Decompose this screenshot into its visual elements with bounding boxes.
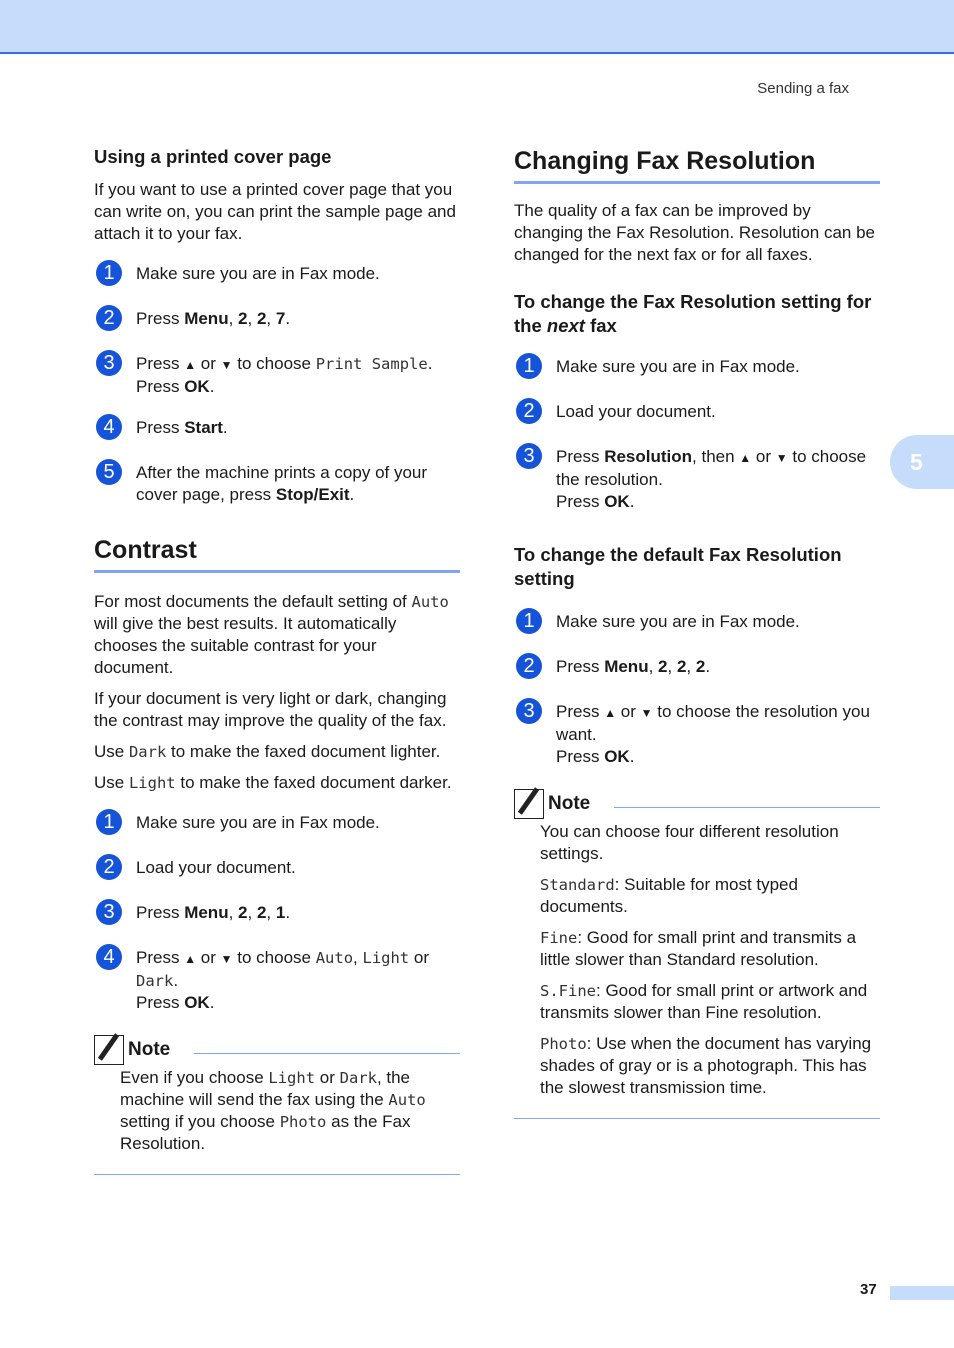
step-number-badge: 1 — [96, 260, 122, 286]
up-arrow-icon: ▲ — [604, 706, 617, 720]
next-fax-heading: To change the Fax Resolution setting for the next fax — [514, 291, 872, 336]
cover-page-heading: Using a printed cover page — [94, 146, 332, 167]
contrast-para-1: For most documents the default setting of Auto will give the best results. It automatically chooses the suitable contrast for your document. — [94, 592, 449, 677]
contrast-step-2: 2 Load your document. — [94, 857, 460, 883]
note-title: Note — [548, 793, 591, 814]
cover-step-5: 5 After the machine prints a copy of your cover page, press Stop/Exit. — [94, 462, 460, 506]
resolution-item-sfine: S.Fine: Good for small print or artwork and transmits slower than Fine resolution. — [540, 981, 868, 1022]
cover-step-1: 1 Make sure you are in Fax mode. — [94, 263, 460, 289]
page-number-bar — [890, 1286, 954, 1300]
step-number-badge: 3 — [96, 350, 122, 376]
note-title: Note — [128, 1039, 171, 1060]
step-number-badge: 1 — [516, 608, 542, 634]
step-number-badge: 2 — [516, 398, 542, 424]
note-divider — [614, 807, 880, 808]
right-column — [514, 145, 880, 1119]
step-number-badge: 2 — [96, 854, 122, 880]
top-banner — [0, 0, 954, 54]
cover-step-2: 2 Press Menu, 2, 2, 7. — [94, 308, 460, 334]
step-number-badge: 3 — [96, 899, 122, 925]
up-arrow-icon: ▲ — [739, 451, 752, 465]
note-pencil-icon — [94, 1035, 124, 1065]
step-number-badge: 5 — [96, 459, 122, 485]
default-step-2: 2 Press Menu, 2, 2, 2. — [514, 656, 880, 682]
default-resolution-heading: To change the default Fax Resolution setting — [514, 544, 842, 589]
contrast-heading: Contrast — [94, 534, 460, 573]
next-step-3: 3 Press Resolution, then ▲ or ▼ to choose the resolution. Press OK. — [514, 446, 880, 513]
next-step-1: 1 Make sure you are in Fax mode. — [514, 356, 880, 382]
step-number-badge: 1 — [516, 353, 542, 379]
down-arrow-icon: ▼ — [775, 451, 788, 465]
note-intro: You can choose four different resolution settings. — [540, 822, 839, 863]
up-arrow-icon: ▲ — [184, 358, 197, 372]
page-number: 37 — [860, 1281, 877, 1298]
step-number-badge: 3 — [516, 443, 542, 469]
cover-step-3: 3 Press ▲ or ▼ to choose Print Sample. Press OK. — [94, 353, 460, 398]
note-text: Even if you choose Light or Dark, the machine will send the fax using the Auto setting if you choose Photo as the Fax Resolution. — [120, 1068, 426, 1153]
contrast-para-3: Use Dark to make the faxed document lighter. — [94, 742, 441, 761]
contrast-para-4: Use Light to make the faxed document darker. — [94, 773, 452, 792]
chapter-tab: 5 — [890, 435, 954, 489]
step-number-badge: 2 — [96, 305, 122, 331]
resolution-note — [514, 787, 880, 1119]
contrast-note — [94, 1033, 460, 1175]
contrast-step-4: 4 Press ▲ or ▼ to choose Auto, Light or Dark. Press OK. — [94, 947, 460, 1014]
fax-resolution-heading: Changing Fax Resolution — [514, 145, 880, 184]
running-header: Sending a fax — [757, 80, 849, 97]
fax-resolution-intro: The quality of a fax can be improved by changing the Fax Resolution. Resolution can be changed for the next fax or for all faxes. — [514, 201, 876, 264]
contrast-step-3: 3 Press Menu, 2, 2, 1. — [94, 902, 460, 928]
resolution-item-photo: Photo: Use when the document has varying shades of gray or is a photograph. This has the slowest transmission time. — [540, 1034, 872, 1097]
default-step-3: 3 Press ▲ or ▼ to choose the resolution you want. Press OK. — [514, 701, 880, 768]
resolution-item-fine: Fine: Good for small print and transmits a little slower than Standard resolution. — [540, 928, 857, 969]
next-step-2: 2 Load your document. — [514, 401, 880, 427]
step-number-badge: 1 — [96, 809, 122, 835]
step-number-badge: 3 — [516, 698, 542, 724]
left-column — [94, 145, 460, 1175]
note-pencil-icon — [514, 789, 544, 819]
cover-page-intro: If you want to use a printed cover page that you can write on, you can print the sample page and attach it to your fax. — [94, 180, 456, 243]
down-arrow-icon: ▼ — [220, 358, 233, 372]
resolution-item-standard: Standard: Suitable for most typed documents. — [540, 875, 798, 916]
step-number-badge: 4 — [96, 944, 122, 970]
step-number-badge: 4 — [96, 414, 122, 440]
default-step-1: 1 Make sure you are in Fax mode. — [514, 611, 880, 637]
up-arrow-icon: ▲ — [184, 952, 197, 966]
note-divider — [194, 1053, 460, 1054]
down-arrow-icon: ▼ — [220, 952, 233, 966]
cover-step-4: 4 Press Start. — [94, 417, 460, 443]
contrast-para-2: If your document is very light or dark, changing the contrast may improve the quality of the fax. — [94, 689, 447, 730]
contrast-step-1: 1 Make sure you are in Fax mode. — [94, 812, 460, 838]
step-number-badge: 2 — [516, 653, 542, 679]
down-arrow-icon: ▼ — [640, 706, 653, 720]
